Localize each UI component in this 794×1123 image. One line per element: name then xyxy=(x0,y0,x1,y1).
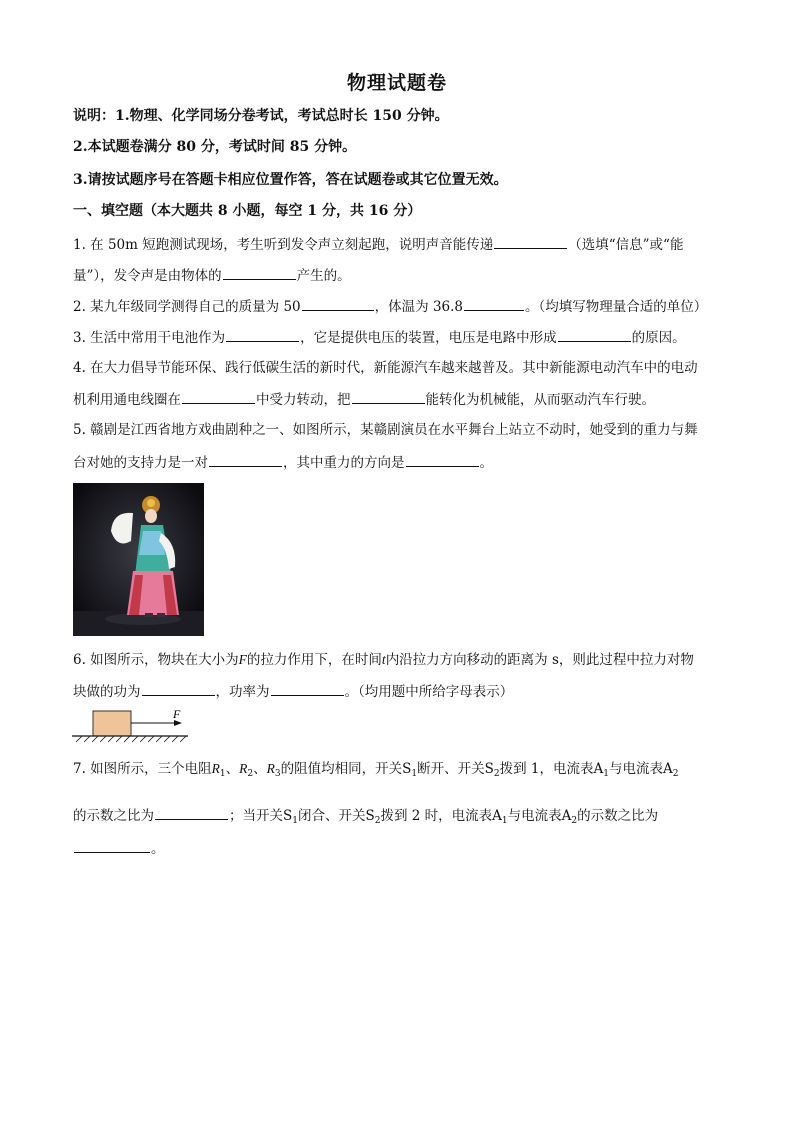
question-2: 2. 某九年级同学测得自己的质量为 50 ，体温为 36.8 。（均填写物理量合适的单位） xyxy=(73,299,708,315)
block-force-diagram xyxy=(70,706,190,746)
question-5-line-2: 台对她的支持力是一对 ，其中重力的方向是 。 xyxy=(73,455,493,471)
answer-blank[interactable] xyxy=(226,328,299,342)
answer-blank[interactable] xyxy=(74,839,150,853)
answer-blank[interactable] xyxy=(352,390,425,404)
note-2: 2.本试题卷满分 80 分，考试时间 85 分钟。 xyxy=(73,139,357,155)
section-heading: 一、填空题（本大题共 8 小题，每空 1 分，共 16 分） xyxy=(73,203,422,219)
ground-hatching xyxy=(76,736,186,742)
question-4-line-2: 机利用通电线圈在 中受力转动，把 能转化为机械能，从而驱动汽车行驶。 xyxy=(73,392,655,408)
answer-blank[interactable] xyxy=(302,297,374,311)
answer-blank[interactable] xyxy=(209,453,282,467)
answer-blank[interactable] xyxy=(155,806,228,820)
answer-blank[interactable] xyxy=(182,390,255,404)
opera-performer-photo xyxy=(73,483,204,636)
page-title: 物理试题卷 xyxy=(346,72,447,94)
question-7-line-1: 7. 如图所示，三个电阻$R_1$、$R_2$、$R_3$的阻值均相同，开关$S_1$断开、开关$S_2$拨到 1，电流表$A_1$与电流表$A_2$ xyxy=(73,761,679,779)
answer-blank[interactable] xyxy=(406,453,479,467)
question-3: 3. 生活中常用干电池作为 ，它是提供电压的装置，电压是电路中形成 的原因。 xyxy=(73,330,686,346)
note-3: 3.请按试题序号在答题卡相应位置作答，答在试题卷或其它位置无效。 xyxy=(73,172,508,188)
answer-blank[interactable] xyxy=(223,266,296,280)
answer-blank[interactable] xyxy=(464,297,524,311)
question-4-line-1: 4. 在大力倡导节能环保、践行低碳生活的新时代，新能源汽车越来越普及。其中新能源电动汽车中的电动 xyxy=(73,360,698,376)
answer-blank[interactable] xyxy=(142,682,215,696)
answer-blank[interactable] xyxy=(494,235,567,249)
block xyxy=(93,711,131,736)
note-1: 说明：1.物理、化学同场分卷考试，考试总时长 150 分钟。 xyxy=(73,108,449,124)
question-5-line-1: 5. 赣剧是江西省地方戏曲剧种之一、如图所示，某赣剧演员在水平舞台上站立不动时，她受到的重力与舞 xyxy=(73,422,698,438)
answer-blank[interactable] xyxy=(271,682,344,696)
question-7-line-2: 的示数之比为 ；当开关$S_1$闭合、开关$S_2$拨到 2 时，电流表$A_1$与电流表$A_2$的示数之比为 xyxy=(73,808,659,826)
question-1-line-2: 量”），发令声是由物体的 产生的。 xyxy=(73,268,351,284)
question-1-line-1: 1. 在 50m 短跑测试现场，考生听到发令声立刻起跑，说明声音能传递 （选填“信息”或“能 xyxy=(73,237,684,253)
question-6-line-2: 块做的功为 ，功率为 。（均用题中所给字母表示） xyxy=(73,684,514,700)
question-7-line-3: 。 xyxy=(73,839,165,858)
answer-blank[interactable] xyxy=(558,328,631,342)
force-label: F xyxy=(173,707,181,721)
question-6-line-1: 6. 如图所示，物块在大小为F的拉力作用下，在时间t内沿拉力方向移动的距离为 s，则此过程中拉力对物 xyxy=(73,652,694,668)
